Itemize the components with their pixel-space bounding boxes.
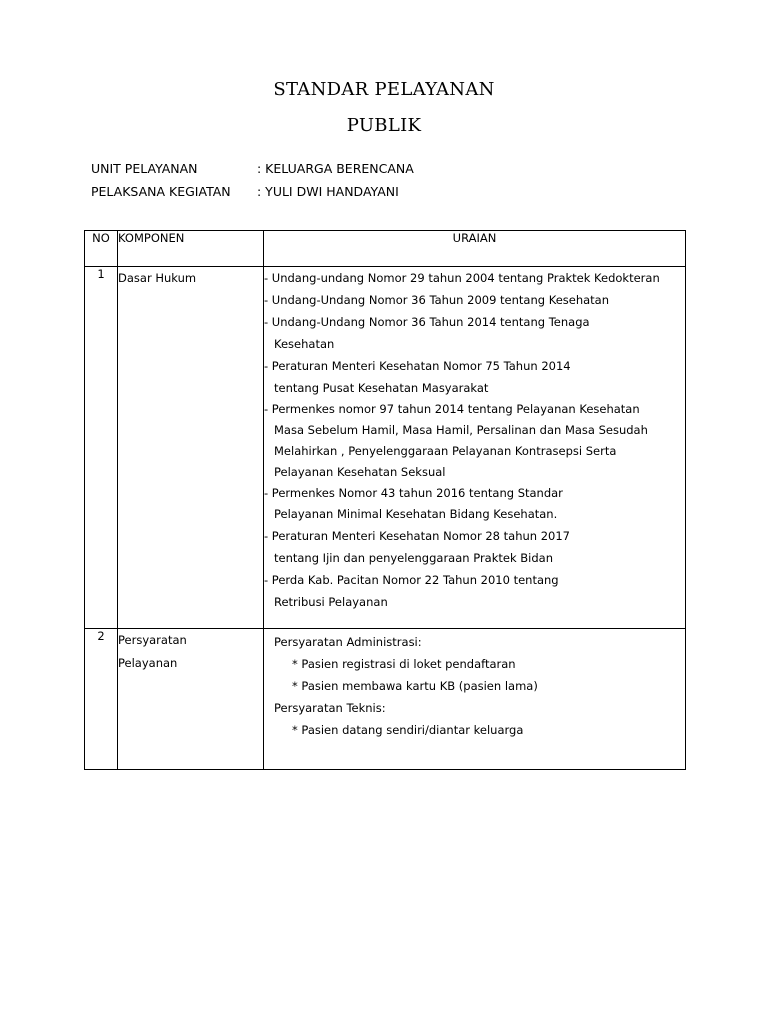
pelaksana-kegiatan-value: : YULI DWI HANDAYANI	[257, 184, 399, 199]
document-title-line-1: STANDAR PELAYANAN	[273, 79, 495, 100]
uraian-line: Retribusi Pelayanan	[274, 595, 388, 609]
header-no: NO	[85, 231, 118, 267]
komponen-cell	[118, 629, 264, 770]
uraian-line: tentang Ijin dan penyelenggaraan Praktek Bidan	[274, 551, 553, 565]
table-row	[85, 267, 686, 629]
pelaksana-kegiatan-row	[91, 184, 399, 199]
pelaksana-kegiatan-label: PELAKSANA KEGIATAN	[91, 184, 231, 199]
komponen-text: Pelayanan	[118, 656, 178, 670]
uraian-line: tentang Pusat Kesehatan Masyarakat	[274, 381, 489, 395]
uraian-line: Persyaratan Administrasi:	[274, 635, 422, 649]
table-row	[85, 629, 686, 770]
uraian-line: * Pasien datang sendiri/diantar keluarga	[292, 723, 524, 737]
uraian-line: Melahirkan , Penyelenggaraan Pelayanan Kontrasepsi Serta	[274, 444, 617, 458]
uraian-line: * Pasien membawa kartu KB (pasien lama)	[292, 679, 538, 693]
unit-pelayanan-row	[91, 161, 414, 176]
uraian-line: - Peraturan Menteri Kesehatan Nomor 28 tahun 2017	[264, 529, 570, 543]
header-uraian: URAIAN	[264, 231, 686, 267]
row-number: 1	[85, 267, 118, 629]
unit-pelayanan-value: : KELUARGA BERENCANA	[257, 161, 414, 176]
uraian-line: - Permenkes nomor 97 tahun 2014 tentang Pelayanan Kesehatan	[264, 402, 640, 416]
komponen-text: Persyaratan	[118, 633, 187, 647]
uraian-line: - Permenkes Nomor 43 tahun 2016 tentang Standar	[264, 486, 563, 500]
uraian-line: - Undang-Undang Nomor 36 Tahun 2009 tentang Kesehatan	[264, 293, 610, 307]
uraian-line: Pelayanan Kesehatan Seksual	[274, 465, 446, 479]
standar-pelayanan-table	[84, 230, 686, 770]
uraian-line: * Pasien registrasi di loket pendaftaran	[292, 657, 516, 671]
komponen-cell	[118, 267, 264, 629]
uraian-line: Kesehatan	[274, 337, 335, 351]
document-title-line-2: PUBLIK	[346, 115, 422, 136]
uraian-line: Persyaratan Teknis:	[274, 701, 386, 715]
uraian-line: - Peraturan Menteri Kesehatan Nomor 75 Tahun 2014	[264, 359, 571, 373]
uraian-cell	[264, 629, 686, 770]
uraian-line: Masa Sebelum Hamil, Masa Hamil, Persalinan dan Masa Sesudah	[274, 423, 648, 437]
uraian-line: - Perda Kab. Pacitan Nomor 22 Tahun 2010 tentang	[264, 573, 559, 587]
komponen-text: Dasar Hukum	[118, 271, 197, 285]
uraian-line: Pelayanan Minimal Kesehatan Bidang Kesehatan.	[274, 507, 558, 521]
uraian-line: - Undang-undang Nomor 29 tahun 2004 tentang Praktek Kedokteran	[264, 271, 660, 285]
uraian-cell	[264, 267, 686, 629]
row-number: 2	[85, 629, 118, 770]
header-komponen: KOMPONEN	[118, 231, 264, 267]
uraian-line: - Undang-Undang Nomor 36 Tahun 2014 tentang Tenaga	[264, 315, 590, 329]
table-header-row	[85, 231, 686, 267]
unit-pelayanan-label: UNIT PELAYANAN	[91, 161, 198, 176]
